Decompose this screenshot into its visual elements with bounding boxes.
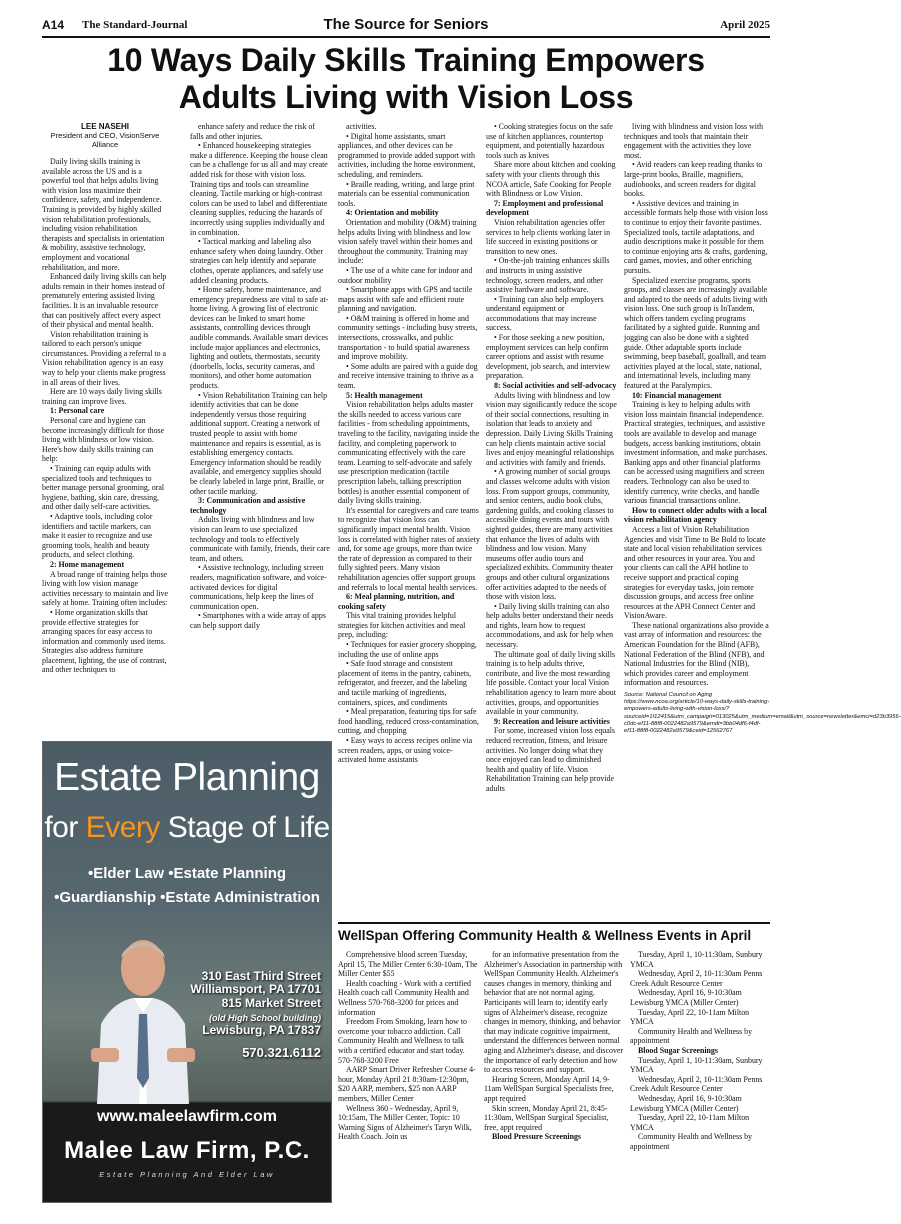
paragraph: For some, increased vision loss equals reduced recreation, fitness, and leisure activities. No longer doing what they once enjoyed can lead to diminished health and quality of life. Vision Rehabilitation Training can help provide adults — [486, 726, 615, 793]
subhead: 10: Financial management — [632, 390, 722, 400]
subhead: 7: Employment and professional development — [486, 198, 604, 218]
page-header — [42, 16, 770, 38]
paragraph: Vision rehabilitation agencies offer services to help clients working later in life succeed in existing positions or transition to new ones. — [486, 217, 611, 256]
paragraph: • Braille reading, writing, and large print materials can be essential communication tools. — [338, 179, 475, 208]
paragraph: • The use of a white cane for indoor and outdoor mobility — [338, 265, 473, 285]
ad-tagline: Estate Planning And Elder Law — [99, 1170, 275, 1179]
paragraph: Wednesday, April 2, 10-11:30am Penns Creek Adult Resource Center — [630, 969, 763, 988]
paragraph: Health coaching - Work with a certified Health coach call Community Health and Wellness 570-768-3200 for prices and information — [338, 978, 471, 1017]
paragraph: Vision rehabilitation training is tailored to each person's unique circumstances. Providing a referral to a Vision rehabilitation agency is an easy way to help your clients make progress in all areas of their lives. — [42, 329, 167, 387]
subhead: 2: Home management — [50, 559, 125, 569]
paragraph: • Digital home assistants, smart appliances, and other devices can be programmed to provide added support with activities, including the home environment, scheduling, and reminders. — [338, 131, 476, 179]
article-headline — [42, 42, 770, 116]
paragraph: Tuesday, April 22, 10-11am Milton YMCA — [630, 1007, 750, 1027]
ad-address-1-line-1: 310 East Third Street — [201, 969, 321, 983]
paragraph: These national organizations also provide a vast array of information and resources: the American Foundation for the Blind (AFB), National Federation of the Blind (NFB), and National Industries for the Blind (NIB), which provides career and employment information and resources. — [624, 620, 769, 688]
issue-date: April 2025 — [720, 19, 770, 31]
section-title: The Source for Seniors — [323, 16, 489, 33]
paragraph: Share more about kitchen and cooking safety with your clients through this NCOA article, Safe Cooking for People with Blindness or Low Vision. — [486, 160, 616, 199]
subhead: 8: Social activities and self-advocacy — [494, 381, 617, 391]
paragraph: Wednesday, April 16, 9-10:30am Lewisburg YMCA (Miller Center) — [630, 988, 742, 1007]
estate-planning-ad — [42, 741, 332, 1203]
ad-subtitle-pre: for — [44, 811, 86, 844]
paragraph: Wednesday, April 16, 9-10:30am Lewisburg YMCA (Miller Center) — [630, 1093, 742, 1113]
paragraph: Adults living with blindness and low vision may significantly reduce the scope of their social connections, resulting in isolation that leads to anxiety and depression. Daily Living Skills Training can help clients maintain active social lives and enjoy meaningful relationships and activities with family and friends. — [486, 390, 617, 467]
paragraph: Daily living skills training is available across the US and is a powerful tool that helps adults living with vision loss maximize their confidence, safety, and independence. Training is provided by highly skilled vision rehabilitation professionals, including vision rehabilitation therapists and specialists in orientation & mobility, assistive technology, employment and vocational rehabilitation, and more. — [42, 157, 165, 272]
article-column-4 — [486, 122, 618, 917]
paragraph: • Daily living skills training can also help adults better understand their needs and rights, learn how to request accommodations, and ask for help when necessary. — [486, 601, 614, 650]
paragraph: • Assistive devices and training in accessible formats help those with vision loss to continue to enjoy their favorite pastimes. Specialized tools, tactile adaptations, and audio descriptions make it possible for them to continue enjoying arts & crafts, gardening, card games, movies, and other enriching pursuits. — [624, 198, 768, 275]
subhead: 4: Orientation and mobility — [346, 208, 439, 218]
attorney-photo — [83, 928, 203, 1104]
subhead: 3: Communication and assistive technology — [190, 496, 306, 515]
author-title: President and CEO, VisionServe Alliance — [50, 131, 160, 149]
paragraph: • Meal preparation, featuring tips for safe food handling, reduced cross-contamination, cutting, and chopping — [338, 707, 479, 736]
paragraph: Training is key to helping adults with vision loss maintain financial independence. Practical strategies, techniques, and assistive tools are available to develop and manage budgets, access banking institutions, obtain investment information, and make purchases. Banking apps and other financial platforms can be accessed using magnifiers and screen readers. Technology can also be used to identify currency, write checks, and handle various financial transactions online. — [624, 400, 768, 506]
subhead: 6: Meal planning, nutrition, and cooking safety — [338, 592, 455, 611]
subhead: Blood Pressure Screenings — [492, 1132, 581, 1142]
article-column-5 — [624, 122, 901, 917]
paragraph: • Adaptive tools, including color identifiers and tactile markers, can make it easier to recognize and use grooming tools, health and beauty products, and select clothing. — [42, 511, 153, 560]
paragraph: • Smartphones with a wide array of apps can help support daily — [190, 611, 326, 630]
subhead: Blood Sugar Screenings — [638, 1045, 718, 1055]
paragraph: Wellness 360 - Wednesday, April 9, 10:15am, The Miller Center, Topic: 10 Warning Signs of Alzheimer's Taryn Wilk, Health Coach. Join us — [338, 1103, 472, 1142]
paragraph: • Safe food storage and consistent placement of items in the pantry, cabinets, refrigerator, and freezer, and the labeling and tactile marking of ingredients, containers, spices, and condiments — [338, 659, 472, 707]
paragraph: • Smartphone apps with GPS and tactile maps assist with safe and efficient route planning and navigation. — [338, 285, 473, 314]
paragraph: • On-the-job training enhances skills and instructs in using assistive technology, screen readers, and other assistive hardware and software. — [486, 256, 610, 295]
ad-subtitle — [43, 806, 331, 850]
paragraph: • A growing number of social groups and classes welcome adults with vision loss. From support groups, community, and senior centers, audio book clubs, gardening guilds, and cooking classes to accessible dining events and tours with sighted guides, there are many activities that enhance the lives of adults with blindness and low vision. Many museums offer audio tours and specialized exhibits. Community theater groups and other cultural organizations offer activities adapted to the needs of those with vision loss. — [486, 467, 614, 602]
paragraph: A broad range of training helps those living with low vision manage activities necessary to maintain and live safely at home. Training often includes: — [42, 569, 168, 608]
ad-title: Estate Planning — [54, 756, 320, 799]
article-column-2 — [190, 122, 330, 742]
subhead: 5: Health management — [346, 390, 423, 400]
paragraph: enhance safety and reduce the risk of falls and other injuries. — [190, 122, 315, 141]
paragraph: Comprehensive blood screen Tuesday, April 15, The Miller Center 6:30-10am, The Miller Center $55 — [338, 950, 478, 979]
paragraph: • Home organization skills that provide effective strategies for arranging spaces for easy access to information and commonly used items. Strategies also address furniture placement, lighting, the use of contrast, and other techniques to — [42, 607, 167, 675]
subhead: 1: Personal care — [50, 406, 105, 416]
wellspan-headline: WellSpan Offering Community Health & Wellness Events in April — [338, 928, 752, 943]
paragraph: • O&M training is offered in home and community settings - including busy streets, intersections, crosswalks, and public transportation - to build spatial awareness and improve mobility. — [338, 313, 478, 362]
paragraph: This vital training provides helpful strategies for kitchen activities and meal prep, including: — [338, 611, 466, 640]
paragraph: • Training can equip adults with specialized tools and techniques to better manage personal grooming, oral hygiene, bathing, skin care, dressing, and other daily self-care activities. — [42, 464, 165, 512]
paragraph: • Tactical marking and labeling also enhance safety when doing laundry. Other strategies can help identify and separate clothes, operate appliances, and safely use added cleaning products. — [190, 237, 324, 285]
paragraph: • Home safety, home maintenance, and emergency preparedness are vital to safe at-home living. A growing list of electronic devices can be linked to smart home assistants, controlling devices through audible commands. Available smart devices include major appliances and electronics, lighting and outlets, thermostats, security (doorbells, locks, security cameras, and monitors), and other home automation products. — [190, 285, 329, 391]
paragraph: Specialized exercise programs, sports groups, and classes are increasingly available and adapted to the needs of adults living with vision loss. One such group is InTandem, which offers tandem cycling programs facilitated by a sighted guide. Running and jogging can also be done with a sighted guide. Other adaptable sports include swimming, beep baseball, goalball, and team activities played at the local, state, national, and international levels, including many featured at the Paralympics. — [624, 275, 768, 391]
headline-line-2: Adults Living with Vision Loss — [178, 79, 634, 115]
wellspan-column-2 — [484, 950, 624, 1210]
paragraph: • Cooking strategies focus on the safe use of kitchen appliances, countertop equipment, and potentially hazardous tools such as knives — [486, 122, 613, 160]
ad-firm-name: Malee Law Firm, P.C. — [64, 1137, 310, 1164]
paragraph: • Enhanced housekeeping strategies make a difference. Keeping the house clean can be a challenge for us all and may create added risk for those with vision loss. Training tips and tools can streamline cleaning. Tactile marking or high-contrast colors can be used to label and differentiate cleaning supplies, reducing the hazards of incorrectly using supplies individually and in combination. — [190, 141, 328, 237]
section-divider — [338, 922, 770, 924]
source-citation: Source: National Council on Aging https://www.ncoa.org/article/10-ways-daily-skills-training-empowers-adults-living-with-vision-loss/?sourceid=1f12415&utm_campaign=013025&utm_medium=email&utm_source=newsletter&emci=d23b3956-c0dc-ef11-88f8-0022482a9579&emdi=3bb04df6-f4df-ef11-88f8-0022482a9579&ceid=12562767 — [624, 692, 901, 735]
paragraph: Tuesday, April 1, 10-11:30am, Sunbury YMCA — [630, 1055, 763, 1075]
paragraph: • Vision Rehabilitation Training can help identify activities that can be done independently versus those requiring additional support. Creating a network of trusted people to assist with home maintenance and repairs is essential, as is establishing emergency contacts. Emergency information should be readily available, and emergency supplies should be clearly labeled in large print, Braille, or other tactile marking. — [190, 390, 328, 496]
paragraph: • Training can also help employers understand equipment or accommodations that may increase success. — [486, 294, 604, 333]
wellspan-column-1 — [338, 950, 478, 1210]
subhead: 9: Recreation and leisure activities — [494, 716, 610, 726]
ad-address-2-line-2: Lewisburg, PA 17837 — [202, 1023, 321, 1037]
paragraph: Skin screen, Monday April 21, 8:45-11:30am, WellSpan Surgical Specialist, free, appt required — [484, 1103, 609, 1132]
paragraph: Tuesday, April 1, 10-11:30am, Sunbury YMCA — [630, 950, 763, 969]
paragraph: • Some adults are paired with a guide dog and receive intensive training to thrive as a team. — [338, 361, 478, 391]
ad-website[interactable]: www.maleelawfirm.com — [97, 1108, 277, 1125]
headline-line-1: 10 Ways Daily Skills Training Empowers — [107, 42, 705, 78]
ad-services-line-1: •Elder Law •Estate Planning — [87, 865, 287, 882]
paragraph: Hearing Screen, Monday April 14, 9-11am WellSpan Surgical Specialists free, appt required — [484, 1074, 614, 1103]
paragraph: living with blindness and vision loss with techniques and tools that maintain their engagement with the activities they love most. — [624, 122, 764, 160]
paragraph: Vision rehabilitation helps adults master the skills needed to access various care facilities - from scheduling appointments, traveling to the facility, navigating inside the facility, and completing paperwork to communicating effectively with the care team. Learning to self-advocate and safely use prescription medication (tactile prescription labels, talking prescription bottles) is another essential component of daily living skills training. — [338, 400, 480, 506]
paragraph: Tuesday, April 22, 10-11am Milton YMCA — [630, 1113, 750, 1132]
subhead: How to connect older adults with a local vision rehabilitation agency — [624, 505, 767, 525]
paragraph: • Techniques for easier grocery shopping, including the use of online apps — [338, 640, 477, 659]
byline — [42, 122, 168, 149]
paragraph: Community Health and Wellness by appointment — [630, 1132, 753, 1151]
ad-address-2-line-1: 815 Market Street — [221, 996, 321, 1010]
paragraph: Adults living with blindness and low vision can learn to use specialized technology and tools to effectively communicate with family, friends, their care team, and others. — [190, 515, 330, 563]
ad-phone[interactable]: 570.321.6112 — [242, 1045, 321, 1060]
paragraph: Orientation and mobility (O&M) training helps adults living with blindness and low vision safely travel within their homes and throughout the community. Training may include: — [338, 217, 477, 266]
ad-services-line-2: •Guardianship •Estate Administration — [54, 889, 320, 906]
ad-subtitle-accent: Every — [85, 811, 160, 844]
paragraph: • Easy ways to access recipes online via screen readers, apps, or using voice-activated home assistants — [338, 736, 473, 765]
paragraph: Freedom From Smoking, learn how to overcome your tobacco addiction. Call Community Health and Wellness to talk with a certified educator and start today. 570-768-3200 Free — [338, 1017, 467, 1065]
paragraph: AARP Smart Driver Refresher Course 4-hour, Monday April 21 8:30am-12:30pm, $20 AARP, members, $25 non AARP members, Miller Center — [338, 1065, 476, 1103]
paragraph: Personal care and hygiene can become increasingly difficult for those living with blindness or low vision. Here's how daily skills training can help: — [42, 416, 165, 464]
paragraph: • Avid readers can keep reading thanks to large-print books, Braille, magnifiers, audiobooks, and screen readers for digital books. — [624, 160, 763, 199]
paragraph: activities. — [346, 122, 377, 131]
paragraph: Wednesday, April 2, 10-11:30am Penns Creek Adult Resource Center — [630, 1074, 763, 1094]
paragraph: It's essential for caregivers and care teams to recognize that vision loss can significantly impact mental health. Vision loss is correlated with higher rates of anxiety and, for some age groups, more than twice the rate of depression as compared to their fully sighted peers. Many vision rehabilitation agencies offer support groups and referrals to local mental health services. — [338, 505, 480, 592]
wellspan-column-3 — [630, 950, 770, 1210]
article-column-1 — [42, 157, 168, 737]
paragraph: Access a list of Vision Rehabilitation Agencies and visit Time to Be Bold to locate state and local vision rehabilitation services and other resources in your area. You and your clients can call the APH hotline to receive support and practical coping strategies for everyday tasks, join remote discussion groups, and access free online resources at the APH Connect Center and VisionAware. — [624, 524, 766, 621]
paragraph: Community Health and Wellness by appointment — [630, 1026, 753, 1046]
paragraph: Enhanced daily living skills can help adults remain in their homes instead of prematurely entering assisted living facilities. It is an invaluable resource that can positively affect every aspect of their physical and mental health. — [42, 272, 167, 330]
ad-address-2-note: (old High School building) — [209, 1013, 321, 1023]
page-number: A14 — [42, 18, 65, 32]
paragraph: Here are 10 ways daily living skills training can improve lives. — [42, 387, 162, 406]
paragraph: • For those seeking a new position, employment services can help confirm career options and assist with resume development, job search, and interview preparation. — [486, 333, 611, 381]
ad-address-1-line-2: Williamsport, PA 17701 — [190, 982, 321, 996]
article-column-3 — [338, 122, 480, 917]
newspaper-name: The Standard-Journal — [82, 19, 188, 31]
ad-subtitle-post: Stage of Life — [159, 811, 330, 844]
paragraph: for an informative presentation from the Alzheimer's Association in partnership with WellSpan Community Health. Alzheimer's causes changes in memory, thinking and behavior that are not normal aging. Participants will learn to; identify early signs of Alzheimer's disease, recognize changes in memory, thinking, and behavior that may indicate cognitive impairment, understand the differences between normal aging and Alzheimer's disease, and discover the importance of early detection and how to access resources and support. — [484, 950, 624, 1075]
paragraph: The ultimate goal of daily living skills training is to help adults thrive, contribute, and live the most rewarding life possible. Contact your local Vision rehabilitation agency to learn more about activities, groups, and opportunities available in your community. — [486, 649, 616, 717]
author-name: LEE NASEHI — [80, 122, 129, 131]
paragraph: • Assistive technology, including screen readers, magnification software, and voice-activated devices for digital communications, help keep the lines of communication open. — [190, 563, 327, 611]
